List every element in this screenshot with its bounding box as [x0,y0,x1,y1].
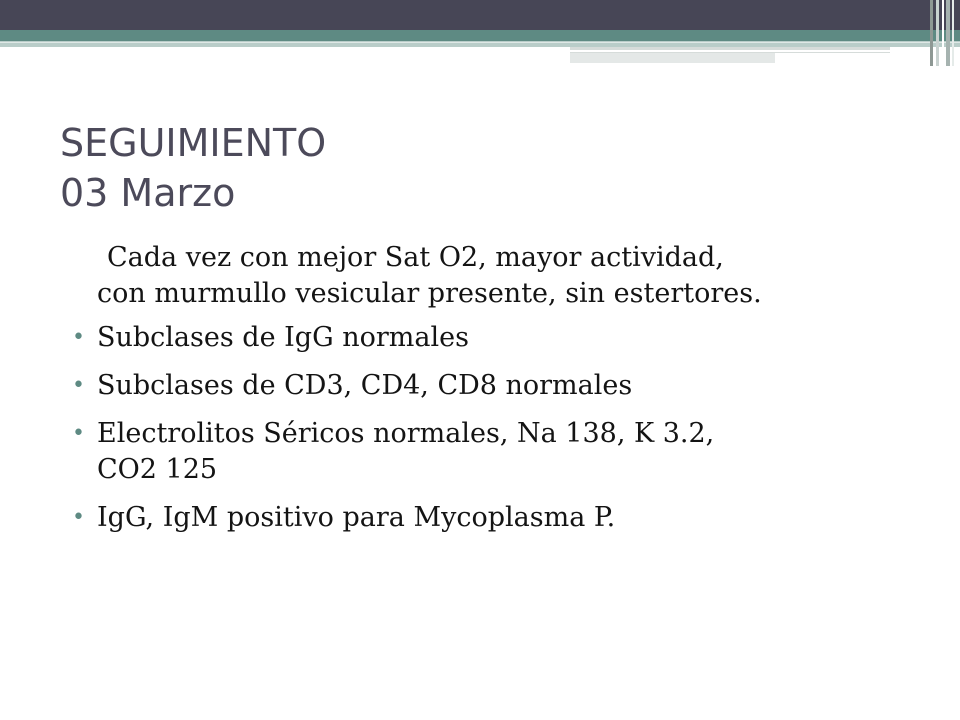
edge-stripe [942,0,944,66]
bullet-text: Subclases de CD3, CD4, CD8 normales [97,370,633,401]
list-item [72,416,932,488]
intro-paragraph [72,240,932,312]
title-line-2: 03 Marzo [60,171,236,215]
slide-title [60,118,920,218]
intro-line-1: Cada vez con mejor Sat O2, mayor actividad, [107,242,724,273]
bullet-list [72,320,932,536]
header-band [0,0,960,30]
header-step-bar-lower [570,53,775,63]
bullet-text: Electrolitos Séricos normales, Na 138, K 3.2, [97,418,715,449]
list-item [72,368,932,404]
bullet-text: IgG, IgM positivo para Mycoplasma P. [97,502,616,533]
edge-stripe [930,0,933,66]
slide-body [72,240,932,548]
edge-stripe [936,0,939,66]
edge-stripe [946,0,950,66]
bullet-text-continued: CO2 125 [97,454,218,485]
list-item [72,320,932,356]
bullet-text: Subclases de IgG normales [97,322,469,353]
bullet-icon: • [72,325,85,350]
bullet-icon: • [72,373,85,398]
header-divider [0,42,960,43]
bullet-icon: • [72,421,85,446]
intro-line-2: con murmullo vesicular presente, sin estertores. [97,278,762,309]
list-item [72,500,932,536]
header-step-gap [570,50,890,52]
accent-band [0,30,960,41]
title-line-1: SEGUIMIENTO [60,121,327,165]
edge-stripe [952,0,954,66]
bullet-icon: • [72,505,85,530]
